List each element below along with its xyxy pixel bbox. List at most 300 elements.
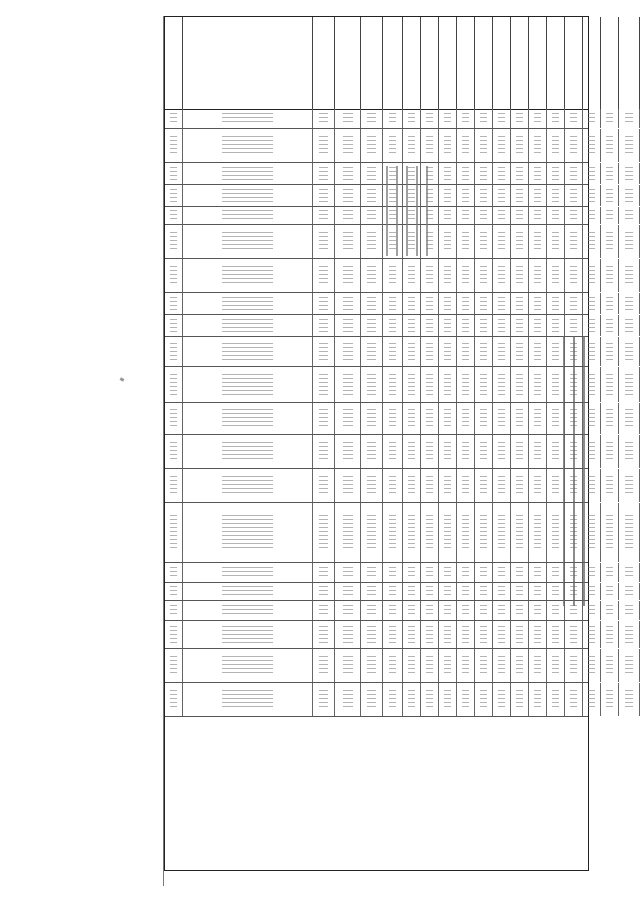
illegible-text-mark (516, 656, 523, 676)
illegible-text-mark (625, 409, 633, 428)
table-cell (547, 225, 565, 258)
table-cell (547, 621, 565, 648)
illegible-text-mark (426, 297, 433, 310)
table-cell (601, 435, 619, 468)
illegible-text-mark (462, 343, 469, 360)
illegible-text-mark (319, 232, 327, 252)
table-cell (547, 649, 565, 682)
illegible-text-mark (222, 374, 274, 395)
table-cell (361, 601, 383, 620)
table-cell (493, 337, 511, 366)
table-cell (335, 163, 361, 184)
table-cell (601, 163, 619, 184)
table-cell (457, 649, 475, 682)
table-cell (565, 207, 583, 224)
illegible-text-mark (462, 167, 469, 180)
illegible-text-mark (625, 374, 633, 395)
table-cell (403, 583, 421, 600)
table-cell (601, 563, 619, 582)
table-cell (583, 293, 601, 314)
illegible-text-mark (343, 232, 353, 252)
illegible-text-mark (444, 113, 451, 124)
table-cell (475, 583, 493, 600)
table-cell (529, 403, 547, 434)
table-row (165, 583, 588, 601)
table-row (165, 563, 588, 583)
table-cell (335, 293, 361, 314)
table-cell (457, 621, 475, 648)
table-cell (361, 293, 383, 314)
header-col (383, 17, 403, 109)
illegible-text-mark (606, 409, 613, 428)
table-cell (529, 109, 547, 128)
illegible-text-mark (498, 210, 505, 220)
table-cell (421, 563, 439, 582)
table-cell (165, 337, 183, 366)
table-cell (529, 129, 547, 162)
illegible-text-mark (343, 605, 353, 616)
table-cell (383, 469, 403, 502)
illegible-text-line (396, 166, 398, 256)
table-cell (583, 163, 601, 184)
illegible-text-mark (170, 189, 177, 202)
illegible-text-mark (625, 210, 633, 220)
illegible-text-mark (588, 232, 595, 252)
illegible-text-mark (588, 210, 595, 220)
illegible-text-mark (552, 210, 559, 220)
illegible-text-mark (552, 266, 559, 286)
illegible-text-mark (480, 343, 487, 360)
illegible-text-mark (516, 605, 523, 616)
illegible-text-mark (367, 476, 375, 496)
table-cell (165, 315, 183, 336)
illegible-text-mark (222, 567, 274, 578)
table-cell (565, 163, 583, 184)
illegible-text-mark (516, 167, 523, 180)
table-cell (457, 293, 475, 314)
table-cell (165, 683, 183, 716)
illegible-text-mark (480, 374, 487, 395)
table-cell (361, 403, 383, 434)
table-cell (529, 207, 547, 224)
illegible-text-mark (389, 319, 397, 332)
table-cell (583, 207, 601, 224)
illegible-text-mark (498, 297, 505, 310)
illegible-text-mark (552, 136, 559, 156)
illegible-text-mark (534, 232, 541, 252)
table-cell (475, 207, 493, 224)
illegible-text-line (563, 336, 565, 606)
illegible-text-mark (516, 409, 523, 428)
illegible-text-mark (367, 189, 375, 202)
illegible-text-mark (367, 343, 375, 360)
table-cell (475, 601, 493, 620)
illegible-text-mark (367, 374, 375, 395)
illegible-text-mark (319, 113, 327, 124)
table-cell (601, 403, 619, 434)
table-cell (529, 225, 547, 258)
illegible-text-mark (444, 690, 451, 710)
illegible-text-mark (480, 442, 487, 462)
illegible-text-mark (534, 586, 541, 596)
table-cell (421, 503, 439, 562)
illegible-text-mark (516, 374, 523, 395)
illegible-text-mark (444, 605, 451, 616)
table-cell (511, 293, 529, 314)
illegible-text-mark (498, 113, 505, 124)
illegible-text-mark (534, 515, 541, 550)
table-cell (565, 109, 583, 128)
illegible-text-mark (408, 297, 415, 310)
illegible-text-mark (222, 189, 274, 202)
table-cell (475, 435, 493, 468)
table-cell (475, 683, 493, 716)
illegible-text-mark (170, 374, 177, 395)
illegible-text-mark (408, 136, 415, 156)
table-cell (529, 293, 547, 314)
table-cell (511, 367, 529, 402)
illegible-text-mark (570, 605, 577, 616)
illegible-text-mark (498, 567, 505, 578)
table-cell (547, 683, 565, 716)
table-row (165, 503, 588, 563)
table-cell (403, 315, 421, 336)
illegible-text-mark (343, 319, 353, 332)
illegible-text-mark (606, 297, 613, 310)
table-row (165, 315, 588, 337)
table-cell (313, 129, 335, 162)
header-col (565, 17, 583, 109)
table-cell (403, 367, 421, 402)
illegible-text-mark (343, 113, 353, 124)
illegible-text-mark (625, 266, 633, 286)
illegible-text-mark (343, 476, 353, 496)
illegible-text-mark (606, 113, 613, 124)
illegible-text-mark (408, 690, 415, 710)
illegible-text-mark (498, 343, 505, 360)
illegible-text-mark (170, 690, 177, 710)
illegible-text-mark (408, 319, 415, 332)
illegible-text-mark (606, 656, 613, 676)
illegible-text-mark (408, 113, 415, 124)
table-cell (493, 185, 511, 206)
table-cell (183, 315, 313, 336)
illegible-text-mark (552, 374, 559, 395)
illegible-text-mark (462, 374, 469, 395)
illegible-text-mark (516, 266, 523, 286)
illegible-text-mark (498, 136, 505, 156)
illegible-text-mark (444, 136, 451, 156)
illegible-text-mark (170, 567, 177, 578)
illegible-text-mark (222, 515, 274, 550)
illegible-text-mark (570, 690, 577, 710)
table-cell (565, 683, 583, 716)
illegible-text-mark (588, 167, 595, 180)
table-cell (439, 683, 457, 716)
illegible-text-mark (480, 586, 487, 596)
illegible-text-mark (444, 266, 451, 286)
table-cell (439, 129, 457, 162)
illegible-text-mark (498, 626, 505, 642)
table-cell (383, 583, 403, 600)
table-cell (583, 185, 601, 206)
table-cell (547, 315, 565, 336)
illegible-text-mark (588, 297, 595, 310)
table-cell (403, 435, 421, 468)
illegible-text-mark (444, 586, 451, 596)
table-cell (183, 225, 313, 258)
illegible-text-mark (480, 297, 487, 310)
table-cell (313, 259, 335, 292)
table-cell (313, 367, 335, 402)
illegible-text-mark (170, 232, 177, 252)
table-cell (457, 129, 475, 162)
illegible-text-mark (480, 136, 487, 156)
illegible-text-mark (367, 605, 375, 616)
table-cell (313, 563, 335, 582)
illegible-text-mark (480, 210, 487, 220)
table-cell (619, 109, 640, 128)
table-cell (183, 683, 313, 716)
table-cell (313, 207, 335, 224)
table-cell (475, 293, 493, 314)
table-cell (165, 129, 183, 162)
illegible-text-mark (444, 515, 451, 550)
table-cell (361, 185, 383, 206)
illegible-text-mark (516, 567, 523, 578)
table-cell (619, 503, 640, 562)
table-cell (439, 583, 457, 600)
illegible-text-mark (462, 297, 469, 310)
illegible-text-mark (625, 656, 633, 676)
illegible-text-mark (462, 626, 469, 642)
illegible-text-mark (588, 626, 595, 642)
table-cell (361, 259, 383, 292)
illegible-text-mark (170, 476, 177, 496)
illegible-text-mark (319, 656, 327, 676)
illegible-text-mark (444, 409, 451, 428)
table-cell (313, 683, 335, 716)
illegible-text-mark (343, 266, 353, 286)
table-cell (335, 109, 361, 128)
illegible-text-mark (408, 476, 415, 496)
illegible-text-mark (444, 210, 451, 220)
table-cell (619, 683, 640, 716)
table-cell (457, 207, 475, 224)
table-cell (511, 503, 529, 562)
table-cell (529, 649, 547, 682)
illegible-text-mark (552, 232, 559, 252)
table-cell (439, 563, 457, 582)
illegible-text-mark (444, 167, 451, 180)
illegible-text-mark (408, 343, 415, 360)
illegible-text-mark (625, 136, 633, 156)
table-cell (457, 315, 475, 336)
table-cell (165, 621, 183, 648)
table-cell (547, 109, 565, 128)
table-cell (313, 601, 335, 620)
illegible-text-mark (588, 136, 595, 156)
illegible-text-mark (534, 476, 541, 496)
table-cell (183, 259, 313, 292)
header-col (547, 17, 565, 109)
table-cell (511, 109, 529, 128)
table-cell (475, 259, 493, 292)
illegible-text-mark (444, 656, 451, 676)
table-row (165, 259, 588, 293)
table-row (165, 337, 588, 367)
table-cell (493, 503, 511, 562)
illegible-text-mark (426, 319, 433, 332)
table-cell (619, 601, 640, 620)
illegible-text-mark (606, 442, 613, 462)
illegible-text-mark (588, 113, 595, 124)
illegible-text-line (386, 166, 388, 256)
illegible-text-mark (570, 656, 577, 676)
table-cell (583, 259, 601, 292)
table-cell (335, 503, 361, 562)
illegible-text-mark (462, 409, 469, 428)
table-cell (361, 683, 383, 716)
table-cell (457, 109, 475, 128)
illegible-text-mark (534, 442, 541, 462)
illegible-text-mark (444, 374, 451, 395)
header-col (475, 17, 493, 109)
illegible-text-mark (552, 319, 559, 332)
table-cell (439, 367, 457, 402)
illegible-text-mark (552, 343, 559, 360)
illegible-text-mark (319, 210, 327, 220)
table-cell (511, 683, 529, 716)
illegible-text-mark (498, 167, 505, 180)
illegible-text-mark (367, 515, 375, 550)
table-row (165, 129, 588, 163)
table-cell (439, 503, 457, 562)
illegible-text-mark (367, 136, 375, 156)
table-cell (165, 225, 183, 258)
table-cell (601, 367, 619, 402)
table-cell (165, 163, 183, 184)
table-cell (493, 225, 511, 258)
illegible-text-mark (389, 690, 397, 710)
illegible-text-mark (534, 409, 541, 428)
illegible-text-mark (170, 409, 177, 428)
illegible-text-mark (367, 167, 375, 180)
table-cell (619, 621, 640, 648)
table-cell (183, 185, 313, 206)
table-cell (475, 225, 493, 258)
illegible-text-mark (625, 476, 633, 496)
illegible-text-mark (570, 266, 577, 286)
illegible-text-mark (552, 167, 559, 180)
illegible-text-mark (170, 586, 177, 596)
table-cell (383, 683, 403, 716)
illegible-text-mark (389, 586, 397, 596)
table-cell (529, 315, 547, 336)
table-cell (529, 621, 547, 648)
illegible-text-mark (534, 319, 541, 332)
table-cell (619, 315, 640, 336)
illegible-text-mark (534, 297, 541, 310)
table-cell (511, 435, 529, 468)
illegible-text-mark (606, 515, 613, 550)
illegible-text-mark (462, 567, 469, 578)
table-cell (529, 563, 547, 582)
table-cell (511, 207, 529, 224)
header-col (421, 17, 439, 109)
table-cell (475, 503, 493, 562)
illegible-text-mark (343, 409, 353, 428)
illegible-text-mark (222, 626, 274, 642)
illegible-text-mark (389, 409, 397, 428)
table-cell (583, 225, 601, 258)
table-cell (493, 403, 511, 434)
header-col (529, 17, 547, 109)
table-cell (439, 649, 457, 682)
rotated-table (164, 16, 589, 871)
table-cell (583, 649, 601, 682)
illegible-text-mark (534, 656, 541, 676)
table-cell (529, 469, 547, 502)
illegible-text-mark (462, 586, 469, 596)
illegible-text-mark (343, 656, 353, 676)
table-cell (183, 563, 313, 582)
illegible-text-mark (570, 626, 577, 642)
illegible-text-mark (343, 515, 353, 550)
illegible-text-mark (170, 167, 177, 180)
table-cell (403, 109, 421, 128)
table-cell (383, 129, 403, 162)
table-cell (165, 109, 183, 128)
table-cell (383, 503, 403, 562)
table-cell (457, 337, 475, 366)
illegible-text-mark (444, 442, 451, 462)
illegible-text-mark (408, 409, 415, 428)
table-cell (493, 649, 511, 682)
table-cell (313, 337, 335, 366)
table-cell (511, 163, 529, 184)
table-cell (547, 185, 565, 206)
illegible-text-mark (170, 343, 177, 360)
table-cell (439, 337, 457, 366)
illegible-text-mark (343, 442, 353, 462)
header-col (165, 17, 183, 109)
illegible-text-mark (462, 266, 469, 286)
table-cell (361, 503, 383, 562)
illegible-text-mark (389, 136, 397, 156)
illegible-text-mark (389, 626, 397, 642)
table-cell (335, 367, 361, 402)
table-cell (547, 163, 565, 184)
table-cell (439, 469, 457, 502)
illegible-text-mark (570, 232, 577, 252)
table-cell (547, 129, 565, 162)
illegible-text-mark (625, 515, 633, 550)
illegible-text-mark (170, 442, 177, 462)
illegible-text-mark (480, 567, 487, 578)
illegible-text-mark (570, 319, 577, 332)
table-row (165, 109, 588, 129)
illegible-text-mark (570, 210, 577, 220)
illegible-text-mark (319, 167, 327, 180)
illegible-text-mark (552, 476, 559, 496)
table-cell (335, 259, 361, 292)
table-cell (511, 621, 529, 648)
table-cell (583, 129, 601, 162)
illegible-text-mark (480, 690, 487, 710)
table-cell (601, 683, 619, 716)
table-cell (335, 315, 361, 336)
